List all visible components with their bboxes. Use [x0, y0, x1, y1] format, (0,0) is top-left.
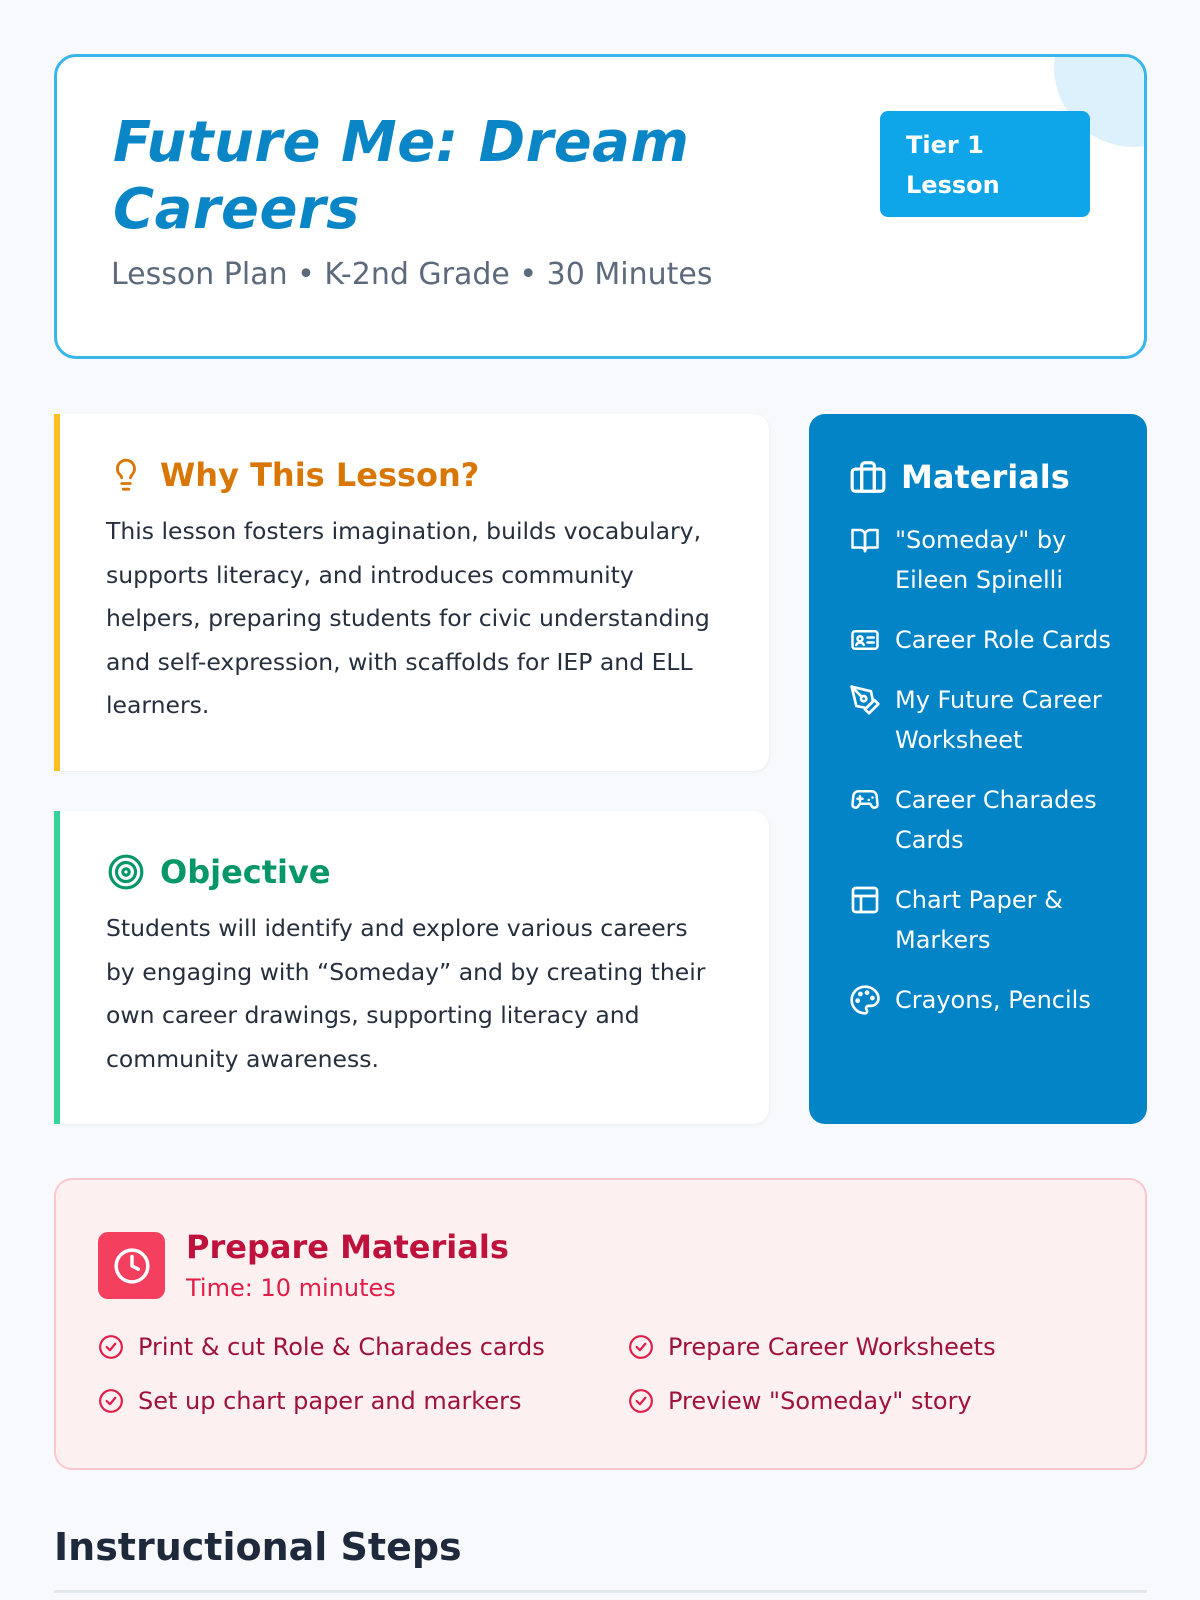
check-circle-icon	[628, 1334, 654, 1360]
clock-icon	[98, 1232, 165, 1299]
lesson-header	[54, 54, 1147, 359]
gamepad-icon	[849, 780, 881, 820]
lesson-title: Future Me: Dream Careers	[113, 110, 690, 242]
why-heading	[106, 454, 723, 496]
materials-heading	[849, 452, 1117, 502]
why-card	[54, 414, 769, 771]
lesson-subtitle: Lesson Plan • K-2nd Grade • 30 Minutes	[111, 257, 713, 292]
why-body: This lesson fosters imagination, builds vocabulary, supports literacy, and introduces community helpers, preparing students for civic understanding and self-expression, with scaffolds for IEP and ELL learners.	[106, 517, 710, 719]
prepare-time: Time: 10 minutes	[186, 1274, 396, 1302]
materials-item	[849, 780, 1117, 860]
objective-heading-text: Objective	[160, 853, 331, 891]
materials-item-label: "Someday" by Eileen Spinelli	[895, 526, 1067, 594]
check-circle-icon	[628, 1388, 654, 1414]
objective-card	[54, 811, 769, 1124]
pen-tool-icon	[849, 680, 881, 720]
palette-icon	[849, 980, 881, 1020]
check-circle-icon	[98, 1388, 124, 1414]
prepare-task-label: Print & cut Role & Charades cards	[138, 1333, 545, 1361]
materials-item	[849, 980, 1117, 1020]
materials-item	[849, 620, 1117, 660]
materials-item-label: Chart Paper & Markers	[895, 886, 1063, 954]
materials-item-label: Crayons, Pencils	[895, 986, 1091, 1014]
target-icon	[106, 852, 146, 892]
prepare-task	[98, 1330, 628, 1364]
steps-title: Instructional Steps	[54, 1525, 462, 1569]
id-card-icon	[849, 620, 881, 660]
lightbulb-icon	[106, 455, 146, 495]
prepare-task-list	[98, 1330, 1098, 1418]
prepare-task-label: Prepare Career Worksheets	[668, 1333, 996, 1361]
prepare-card	[54, 1178, 1147, 1470]
prepare-title: Prepare Materials	[186, 1228, 509, 1266]
materials-card	[809, 414, 1147, 1124]
tier-badge	[880, 111, 1090, 217]
prepare-task-label: Preview "Someday" story	[668, 1387, 972, 1415]
materials-heading-text: Materials	[901, 458, 1070, 496]
materials-item	[849, 880, 1117, 960]
prepare-task	[98, 1384, 628, 1418]
materials-item-label: Career Charades Cards	[895, 786, 1097, 854]
layout-icon	[849, 880, 881, 920]
book-icon	[849, 520, 881, 560]
tier-badge-line2: Lesson	[906, 171, 1000, 199]
materials-item-label: My Future Career Worksheet	[895, 686, 1102, 754]
prepare-task	[628, 1330, 1098, 1364]
materials-item	[849, 520, 1117, 600]
check-circle-icon	[98, 1334, 124, 1360]
objective-body: Students will identify and explore various careers by engaging with “Someday” and by creating their own career drawings, supporting literacy and community awareness.	[106, 914, 706, 1073]
objective-heading	[106, 851, 723, 893]
prepare-task	[628, 1384, 1098, 1418]
steps-divider	[54, 1590, 1147, 1593]
why-heading-text: Why This Lesson?	[160, 456, 480, 494]
materials-list	[849, 520, 1117, 1020]
briefcase-icon	[849, 458, 887, 496]
materials-item	[849, 680, 1117, 760]
tier-badge-line1: Tier 1	[906, 131, 984, 159]
materials-item-label: Career Role Cards	[895, 626, 1111, 654]
prepare-task-label: Set up chart paper and markers	[138, 1387, 522, 1415]
